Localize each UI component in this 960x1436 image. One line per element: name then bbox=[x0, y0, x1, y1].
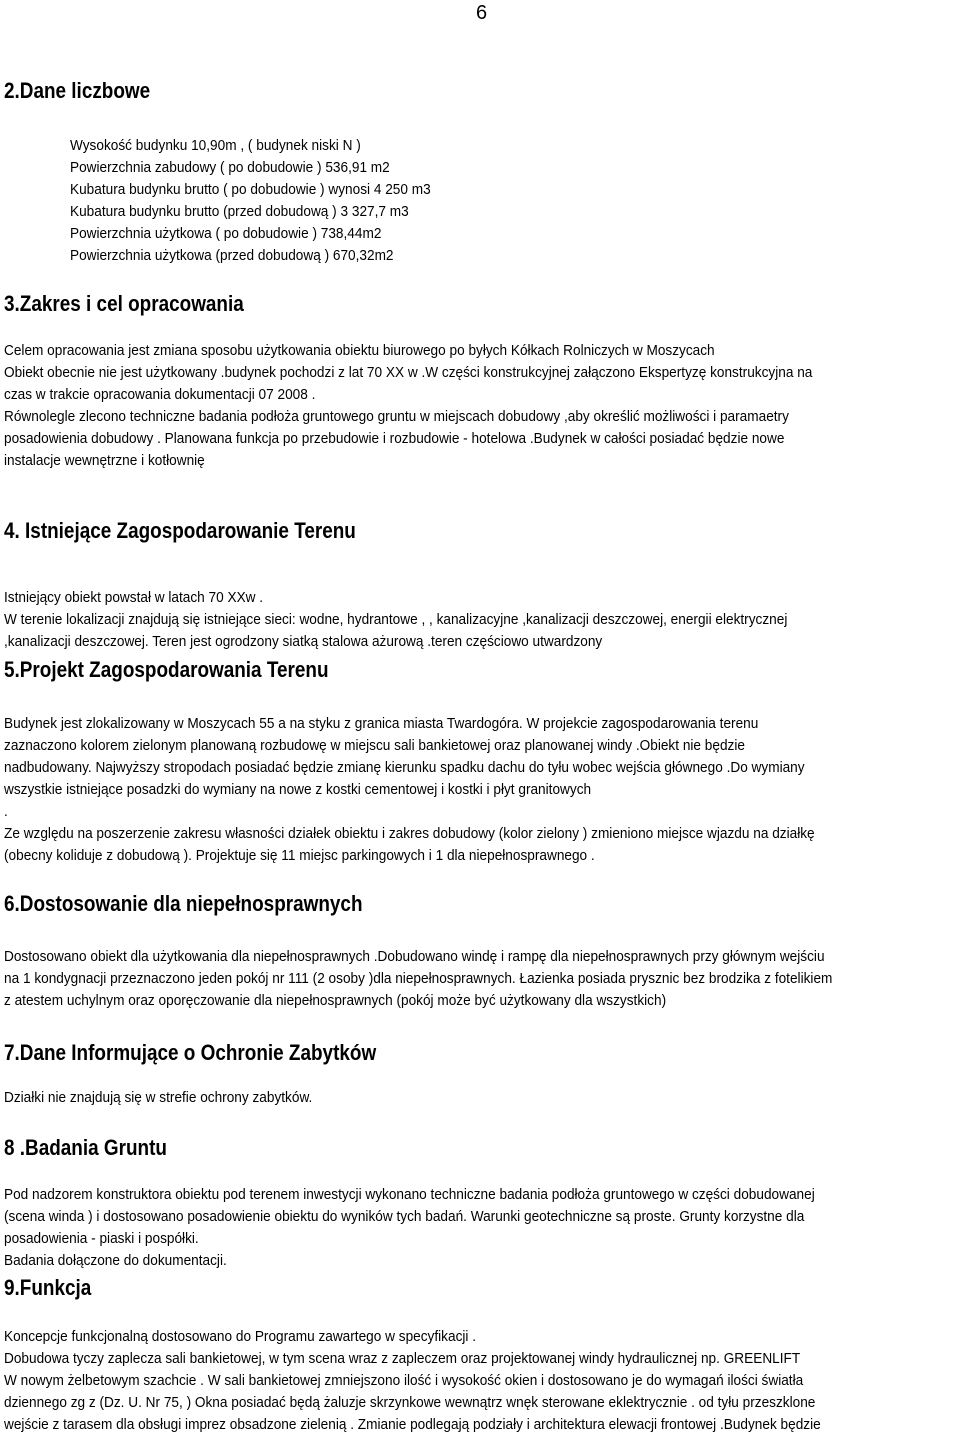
section-8-heading: 8 .Badania Gruntu bbox=[4, 1135, 167, 1160]
text-line: Równolegle zlecono techniczne badania podłoża gruntowego gruntu w miejscach dobudowy ,aby określić możliwości i paramaetry bbox=[4, 409, 789, 425]
text-line: wszystkie istniejące posadzki do wymiany na nowe z kostki cementowej i kostki i płyt granitowych bbox=[4, 782, 592, 798]
text-line: czas w trakcie opracowania dokumentacji 07 2008 . bbox=[4, 387, 316, 403]
text-line: . bbox=[4, 804, 8, 820]
section-3-body bbox=[4, 340, 812, 472]
text-line: W nowym żelbetowym szachcie . W sali bankietowej zmniejszono ilość i wysokość okien i dostosowano je do wymagań ilości światła bbox=[4, 1373, 804, 1389]
text-line: Powierzchnia zabudowy ( po dobudowie ) 536,91 m2 bbox=[70, 160, 390, 176]
section-2-body bbox=[70, 135, 431, 267]
section-4-heading: 4. Istniejące Zagospodarowanie Terenu bbox=[4, 518, 356, 543]
text-line: Koncepcje funkcjonalną dostosowano do Programu zawartego w specyfikacji . bbox=[4, 1329, 477, 1345]
section-7-body bbox=[4, 1087, 312, 1109]
text-line: na 1 kondygnacji przeznaczono jeden pokój nr 111 (2 osoby )dla niepełnosprawnych. Łazienka posiada prysznic bez brodzika z fotelikiem bbox=[4, 971, 833, 987]
text-line: nadbudowany. Najwyższy stropodach posiadać będzie zmianę kierunku spadku dachu do tyłu wobec wejścia głównego .Do wymiany bbox=[4, 760, 805, 776]
section-6-body bbox=[4, 946, 832, 1012]
text-line: Kubatura budynku brutto (przed dobudową ) 3 327,7 m3 bbox=[70, 204, 409, 220]
section-2-heading: 2.Dane liczbowe bbox=[4, 78, 151, 103]
text-line: Badania dołączone do dokumentacji. bbox=[4, 1253, 227, 1269]
section-9-body bbox=[4, 1326, 821, 1436]
text-line: Dobudowa tyczy zaplecza sali bankietowej, w tym scena wraz z zapleczem oraz projektowanej windy hydraulicznej np. GREENLIFT bbox=[4, 1351, 801, 1367]
section-3-heading: 3.Zakres i cel opracowania bbox=[4, 291, 244, 316]
text-line: instalacje wewnętrzne i kotłownię bbox=[4, 453, 205, 469]
text-line: Celem opracowania jest zmiana sposobu użytkowania obiektu biurowego po byłych Kółkach Rolniczych w Moszycach bbox=[4, 343, 715, 359]
text-line: posadowienia dobudowy . Planowana funkcja po przebudowie i rozbudowie - hotelowa .Budynek w całości posiadać będzie nowe bbox=[4, 431, 785, 447]
text-line: Pod nadzorem konstruktora obiektu pod terenem inwestycji wykonano techniczne badania podłoża gruntowego w części dobudowanej bbox=[4, 1187, 815, 1203]
section-4-body bbox=[4, 587, 787, 653]
text-line: z atestem uchylnym oraz oporęczowanie dla niepełnosprawnych (pokój może być użytkowany dla wszystkich) bbox=[4, 993, 667, 1009]
text-line: (obecny koliduje z dobudową ). Projektuje się 11 miejsc parkingowych i 1 dla niepełnosprawnego . bbox=[4, 848, 595, 864]
section-8-body bbox=[4, 1184, 815, 1272]
text-line: Ze względu na poszerzenie zakresu własności działek obiektu i zakres dobudowy (kolor zielony ) zmieniono miejsce wjazdu na działkę bbox=[4, 826, 815, 842]
text-line: ,kanalizacji deszczowej. Teren jest ogrodzony siatką stalowa ażurową .teren częściowo utwardzony bbox=[4, 634, 603, 650]
text-line: Obiekt obecnie nie jest użytkowany .budynek pochodzi z lat 70 XX w .W części konstrukcyjnej załączono Ekspertyzę konstrukcyjna na bbox=[4, 365, 813, 381]
text-line: posadowienia - piaski i pospółki. bbox=[4, 1231, 199, 1247]
text-line: Budynek jest zlokalizowany w Moszycach 55 a na styku z granica miasta Twardogóra. W projekcie zagospodarowania terenu bbox=[4, 716, 759, 732]
section-5-heading: 5.Projekt Zagospodarowania Terenu bbox=[4, 657, 329, 682]
section-7-heading: 7.Dane Informujące o Ochronie Zabytków bbox=[4, 1040, 377, 1065]
page-number: 6 bbox=[476, 2, 488, 24]
text-line: zaznaczono kolorem zielonym planowaną rozbudowę w miejscu sali bankietowej oraz planowanej windy .Obiekt nie będzie bbox=[4, 738, 745, 754]
text-line: W terenie lokalizacji znajdują się istniejące sieci: wodne, hydrantowe , , kanalizacyjne ,kanalizacji deszczowej, energii elektrycznej bbox=[4, 612, 788, 628]
text-line: Dostosowano obiekt dla użytkowania dla niepełnosprawnych .Dobudowano windę i rampę dla niepełnosprawnych przy głównym wejściu bbox=[4, 949, 825, 965]
text-line: Istniejący obiekt powstał w latach 70 XXw . bbox=[4, 590, 264, 606]
text-line: Kubatura budynku brutto ( po dobudowie ) wynosi 4 250 m3 bbox=[70, 182, 431, 198]
text-line: Wysokość budynku 10,90m , ( budynek niski N ) bbox=[70, 138, 361, 154]
section-6-heading: 6.Dostosowanie dla niepełnosprawnych bbox=[4, 891, 363, 916]
text-line: (scena winda ) i dostosowano posadowienie obiektu do wyników tych badań. Warunki geotechniczne są proste. Grunty korzystne dla bbox=[4, 1209, 805, 1225]
section-5-body bbox=[4, 713, 815, 867]
text-line: Powierzchnia użytkowa (przed dobudową ) 670,32m2 bbox=[70, 248, 394, 264]
section-9-heading: 9.Funkcja bbox=[4, 1275, 92, 1300]
text-line: Powierzchnia użytkowa ( po dobudowie ) 738,44m2 bbox=[70, 226, 382, 242]
text-line: wejście z tarasem dla obsługi imprez obsadzone zielenią . Zmianie podlegają podziały i architektura elewacji frontowej .Budynek będzie bbox=[4, 1417, 821, 1433]
text-line: Działki nie znajdują się w strefie ochrony zabytków. bbox=[4, 1090, 313, 1106]
text-line: dziennego zg z (Dz. U. Nr 75, ) Okna posiadać będą żaluzje skrzynkowe wewnątrz wnęk sterowane eklektrycznie . od tyłu przeszklone bbox=[4, 1395, 816, 1411]
